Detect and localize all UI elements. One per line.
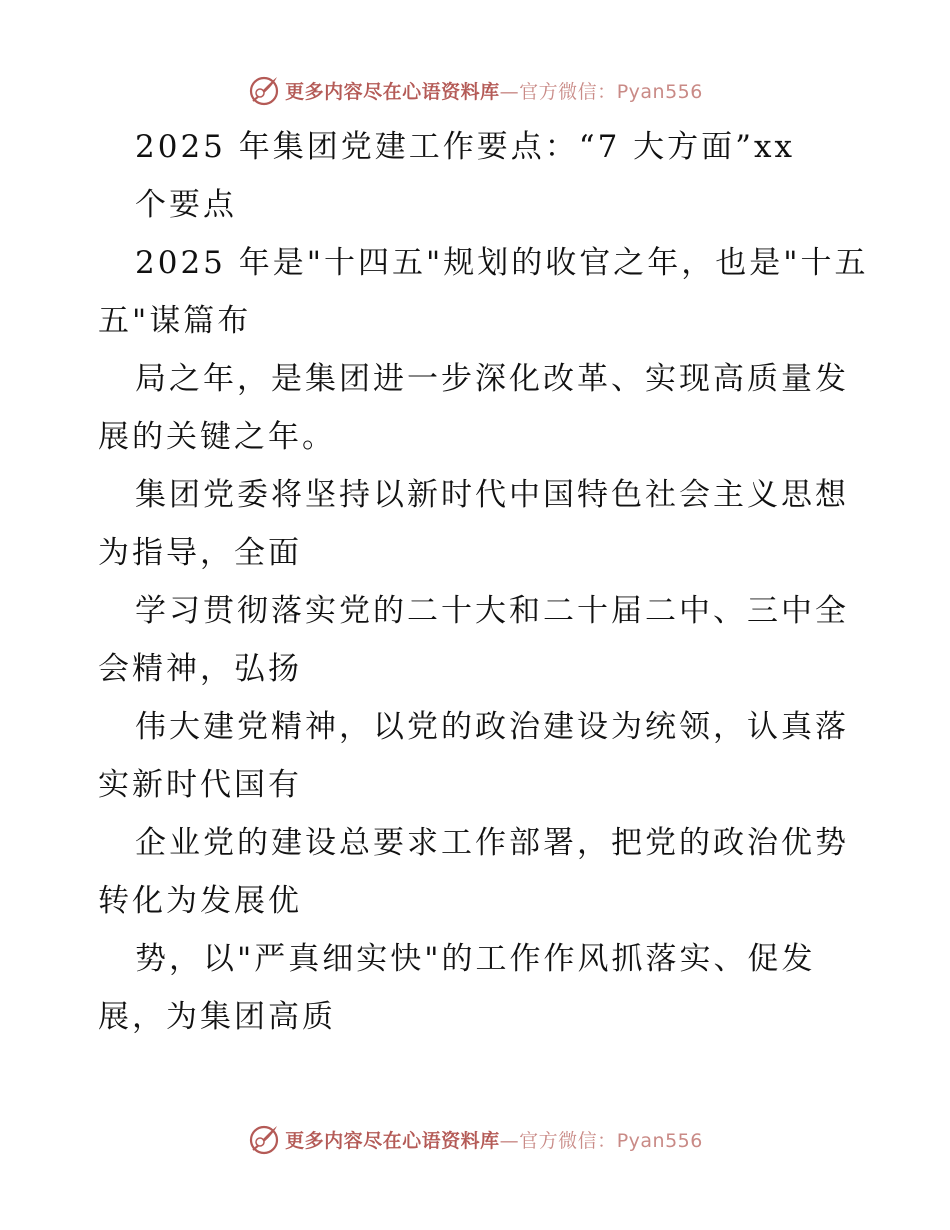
watermark-handle: Pyan556 — [616, 80, 703, 103]
paragraph-line: 伟大建党精神，以党的政治建设为统领，认真落 — [135, 709, 849, 745]
paragraph-line: 实新时代国有 — [98, 767, 302, 803]
paragraph-line: 展的关键之年。 — [98, 419, 336, 455]
watermark-text — [285, 1126, 703, 1153]
watermark-handle: Pyan556 — [616, 1129, 703, 1152]
paragraph-line: 展，为集团高质 — [98, 999, 336, 1035]
watermark-text — [285, 77, 703, 104]
watermark-bold-text: 更多内容尽在心语资料库 — [285, 80, 500, 103]
watermark-bold-text: 更多内容尽在心语资料库 — [285, 1129, 500, 1152]
header-watermark — [0, 70, 950, 110]
title-line-1: 2025 年集团党建工作要点：“7 大方面”xx — [135, 129, 795, 165]
paragraph-line: 2025 年是"十四五"规划的收官之年，也是"十五 — [135, 245, 869, 281]
paragraph-line: 学习贯彻落实党的二十大和二十届二中、三中全 — [135, 593, 849, 629]
paragraph-line: 势，以"严真细实快"的工作作风抓落实、促发 — [135, 941, 816, 977]
watermark-separator: — — [499, 1129, 520, 1152]
footer-watermark — [0, 1119, 950, 1159]
watermark-label: 官方微信： — [519, 80, 617, 103]
paragraph-line: 集团党委将坚持以新时代中国特色社会主义思想 — [135, 477, 849, 513]
paragraph-line: 五"谋篇布 — [98, 303, 252, 339]
paragraph-line: 为指导，全面 — [98, 535, 302, 571]
paragraph-line: 局之年，是集团进一步深化改革、实现高质量发 — [135, 361, 849, 397]
paragraph-line: 企业党的建设总要求工作部署，把党的政治优势 — [135, 825, 849, 861]
document-body — [98, 118, 869, 1046]
title-line-2: 个要点 — [135, 187, 237, 223]
paragraph-line: 转化为发展优 — [98, 883, 302, 919]
quill-pen-logo-icon — [247, 1122, 281, 1156]
quill-pen-logo-icon — [247, 73, 281, 107]
watermark-label: 官方微信： — [519, 1129, 617, 1152]
paragraph-line: 会精神，弘扬 — [98, 651, 302, 687]
watermark-separator: — — [499, 80, 520, 103]
